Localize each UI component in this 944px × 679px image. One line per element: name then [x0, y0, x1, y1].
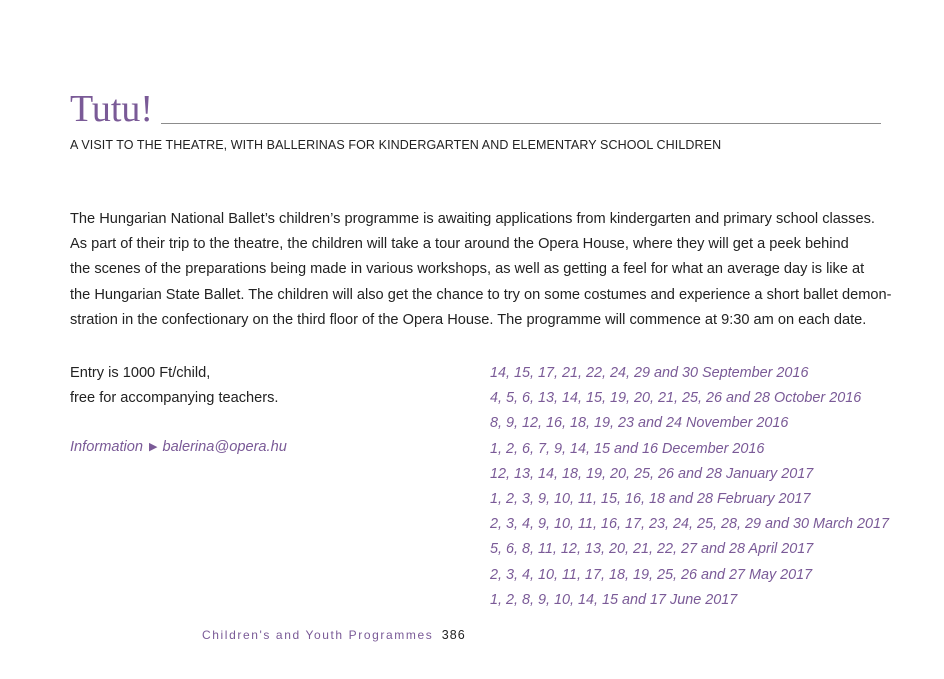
page-subtitle: A VISIT TO THE THEATRE, WITH BALLERINAS FOR KINDERGARTEN AND ELEMENTARY SCHOOL CHILDREN	[70, 138, 722, 152]
description-line: As part of their trip to the theatre, the children will take a tour around the Opera House, where they will get a peek behind	[70, 236, 849, 253]
date-list-item: 8, 9, 12, 16, 18, 19, 23 and 24 November 2016	[490, 415, 789, 432]
dates-list	[490, 361, 889, 613]
date-list-item: 2, 3, 4, 10, 11, 17, 18, 19, 25, 26 and 27 May 2017	[490, 566, 813, 583]
date-list-item: 4, 5, 6, 13, 14, 15, 19, 20, 21, 25, 26 and 28 October 2016	[490, 390, 862, 407]
description-line: stration in the confectionary on the third floor of the Opera House. The programme will commence at 9:30 am on each date.	[70, 311, 867, 328]
date-list-item: 1, 2, 3, 9, 10, 11, 15, 16, 18 and 28 February 2017	[490, 491, 811, 508]
date-list-item: 2, 3, 4, 9, 10, 11, 16, 17, 23, 24, 25, 28, 29 and 30 March 2017	[490, 516, 889, 533]
title-divider	[161, 123, 881, 124]
page-number: 386	[441, 628, 466, 642]
date-list-item: 14, 15, 17, 21, 22, 24, 29 and 30 September 2016	[490, 365, 809, 381]
contact-info	[70, 435, 287, 460]
entry-info	[70, 361, 278, 411]
title-row	[70, 88, 881, 130]
arrow-right-icon: ▶	[149, 441, 158, 453]
description-line: the scenes of the preparations being made in various workshops, as well as getting a feel for what an average day is like at	[70, 261, 865, 278]
date-list-item: 1, 2, 6, 7, 9, 14, 15 and 16 December 2016	[490, 440, 765, 457]
entry-teachers-note: free for accompanying teachers.	[70, 390, 279, 406]
description-line: The Hungarian National Ballet’s children’s programme is awaiting applications from kindergarten and primary school classes.	[70, 211, 875, 227]
description-line: the Hungarian State Ballet. The children will also get the chance to try on some costumes and experience a short ballet demon-	[70, 286, 892, 303]
date-list-item: 12, 13, 14, 18, 19, 20, 25, 26 and 28 January 2017	[490, 465, 814, 482]
date-list-item: 5, 6, 8, 11, 12, 13, 20, 21, 22, 27 and 28 April 2017	[490, 541, 814, 558]
footer-section-title: Children's and Youth Programmes	[202, 628, 434, 642]
page-title: Tutu!	[70, 88, 154, 130]
date-list-item: 1, 2, 8, 9, 10, 14, 15 and 17 June 2017	[490, 591, 738, 608]
contact-email-link[interactable]: balerina@opera.hu	[162, 439, 287, 455]
info-label: Information	[70, 439, 144, 455]
page-footer	[202, 626, 466, 644]
description-paragraph	[70, 207, 892, 333]
entry-price: Entry is 1000 Ft/child,	[70, 365, 211, 381]
